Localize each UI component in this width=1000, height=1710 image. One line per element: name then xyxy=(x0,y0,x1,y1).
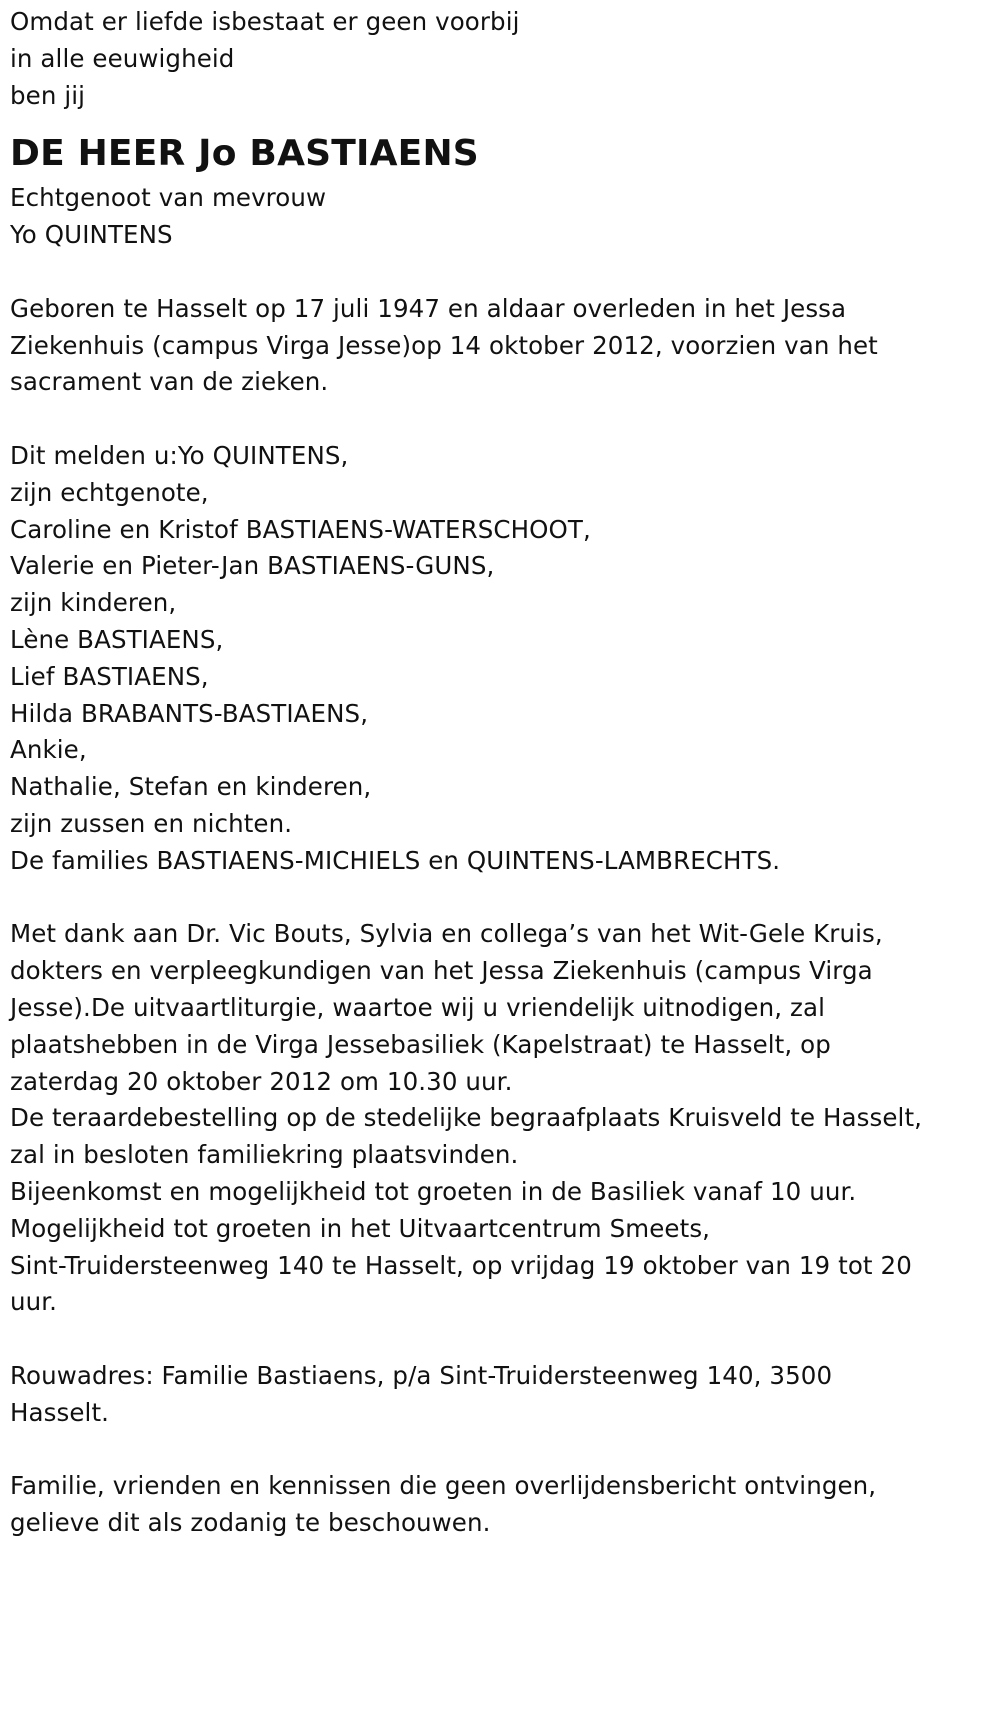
spouse-section xyxy=(10,180,990,254)
intro-line: ben jij xyxy=(10,80,86,110)
intro-line: Omdat er liefde isbestaat er geen voorbij xyxy=(10,7,520,36)
family-line: Hilda BRABANTS-BASTIAENS, xyxy=(10,698,369,728)
intro-line: in alle eeuwigheid xyxy=(10,43,235,73)
spouse-line: Yo QUINTENS xyxy=(10,220,173,250)
family-announcement xyxy=(10,438,990,880)
birth-death-paragraph xyxy=(10,291,990,401)
paragraph-gap xyxy=(10,254,990,291)
text-line: Rouwadres: Familie Bastiaens, p/a Sint-Truidersteenweg 140, 3500 xyxy=(10,1360,833,1390)
text-line: Bijeenkomst en mogelijkheid tot groeten in de Basiliek vanaf 10 uur. xyxy=(10,1176,857,1206)
paragraph-gap xyxy=(10,880,990,917)
paragraph-gap xyxy=(10,401,990,438)
text-line: zal in besloten familiekring plaatsvinden. xyxy=(10,1140,519,1170)
family-line: Dit melden u:Yo QUINTENS, xyxy=(10,440,349,470)
intro-poem xyxy=(10,4,990,114)
text-line: Mogelijkheid tot groeten in het Uitvaartcentrum Smeets, xyxy=(10,1213,711,1243)
thanks-and-funeral-details xyxy=(10,916,990,1321)
spouse-line: Echtgenoot van mevrouw xyxy=(10,183,327,213)
text-line: Sint-Truidersteenweg 140 te Hasselt, op vrijdag 19 oktober van 19 tot 20 xyxy=(10,1250,912,1280)
deceased-name-heading: DE HEER Jo BASTIAENS xyxy=(10,133,479,175)
text-line: Familie, vrienden en kennissen die geen overlijdensbericht ontvingen, xyxy=(10,1471,877,1501)
family-line: zijn kinderen, xyxy=(10,588,177,618)
text-line: sacrament van de zieken. xyxy=(10,367,329,397)
family-line: Valerie en Pieter-Jan BASTIAENS-GUNS, xyxy=(10,551,495,581)
text-line: gelieve dit als zodanig te beschouwen. xyxy=(10,1508,491,1538)
family-line: zijn echtgenote, xyxy=(10,477,209,507)
text-line: Ziekenhuis (campus Virga Jesse)op 14 oktober 2012, voorzien van het xyxy=(10,330,878,360)
family-line: Lène BASTIAENS, xyxy=(10,624,224,654)
obituary-notice xyxy=(10,4,990,1542)
text-line: zaterdag 20 oktober 2012 om 10.30 uur. xyxy=(10,1066,513,1096)
text-line: Geboren te Hasselt op 17 juli 1947 en aldaar overleden in het Jessa xyxy=(10,293,847,323)
family-line: Nathalie, Stefan en kinderen, xyxy=(10,772,372,802)
family-line: Caroline en Kristof BASTIAENS-WATERSCHOOT, xyxy=(10,514,591,544)
text-line: dokters en verpleegkundigen van het Jessa Ziekenhuis (campus Virga xyxy=(10,956,873,986)
text-line: uur. xyxy=(10,1287,58,1317)
text-line: Hasselt. xyxy=(10,1397,110,1427)
paragraph-gap xyxy=(10,1431,990,1468)
family-line: Ankie, xyxy=(10,735,87,765)
closing-note xyxy=(10,1468,990,1542)
paragraph-gap xyxy=(10,1321,990,1358)
mourning-address xyxy=(10,1358,990,1432)
text-line: plaatshebben in de Virga Jessebasiliek (Kapelstraat) te Hasselt, op xyxy=(10,1029,831,1059)
family-line: Lief BASTIAENS, xyxy=(10,661,209,691)
text-line: De teraardebestelling op de stedelijke begraafplaats Kruisveld te Hasselt, xyxy=(10,1103,923,1133)
family-line: De families BASTIAENS-MICHIELS en QUINTENS-LAMBRECHTS. xyxy=(10,845,781,875)
text-line: Jesse).De uitvaartliturgie, waartoe wij u vriendelijk uitnodigen, zal xyxy=(10,992,825,1022)
family-line: zijn zussen en nichten. xyxy=(10,808,293,838)
text-line: Met dank aan Dr. Vic Bouts, Sylvia en collega’s van het Wit-Gele Kruis, xyxy=(10,919,883,949)
